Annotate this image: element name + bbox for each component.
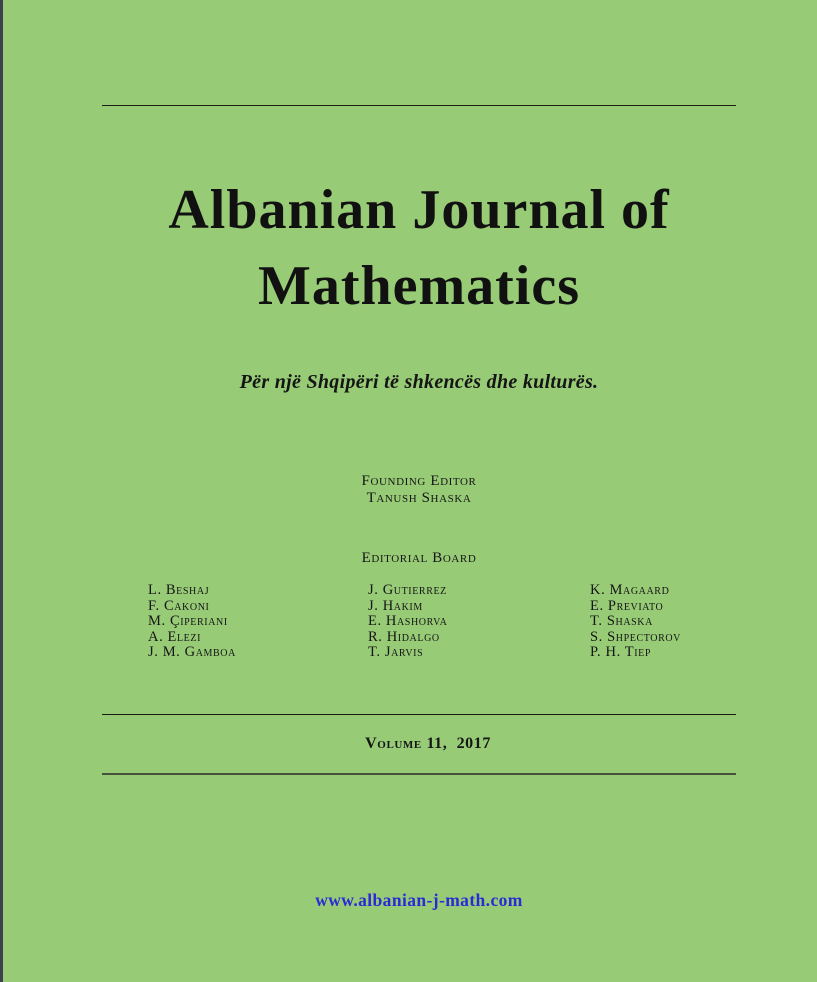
volume-banner (102, 714, 736, 775)
founding-editor-section (102, 473, 736, 506)
editorial-board-column-3 (590, 583, 681, 661)
editor-name: E. Previato (590, 597, 664, 614)
editorial-board-heading: Editorial Board (361, 550, 477, 566)
editorial-board-column-1 (148, 583, 236, 661)
editor-name: J. Gutierrez (368, 582, 447, 598)
editor-name: M. Çiperiani (148, 613, 228, 630)
founding-editor-heading: Founding Editor (361, 473, 477, 489)
editor-name: P. H. Tiep (590, 644, 652, 661)
editor-name: S. Shpectorov (590, 628, 682, 645)
volume-label: Volume 11, 2017 (365, 735, 491, 752)
editor-name: L. Beshaj (148, 582, 210, 598)
editor-name: K. Magaard (590, 582, 670, 598)
editor-name: F. Cakoni (148, 597, 210, 614)
editor-name: E. Hashorva (368, 613, 448, 630)
editorial-board-list (102, 583, 736, 663)
journal-title-line2: Mathematics (257, 255, 580, 317)
top-rule (102, 105, 736, 106)
editor-name: A. Elezi (148, 628, 202, 645)
editorial-board-column-2 (368, 583, 447, 661)
founding-editor-name: Tanush Shaska (366, 489, 472, 506)
editor-name: R. Hidalgo (368, 628, 440, 645)
page-left-edge (0, 0, 3, 982)
website-link[interactable]: www.albanian-j-math.com (315, 890, 523, 910)
editor-name: T. Shaska (590, 613, 653, 630)
editor-name: T. Jarvis (368, 644, 424, 661)
journal-motto: Për një Shqipëri të shkencës dhe kulturës. (239, 371, 599, 393)
journal-title (102, 172, 736, 324)
editor-name: J. M. Gamboa (148, 644, 236, 661)
journal-title-line1: Albanian Journal of (168, 179, 670, 241)
editor-name: J. Hakim (368, 597, 423, 614)
